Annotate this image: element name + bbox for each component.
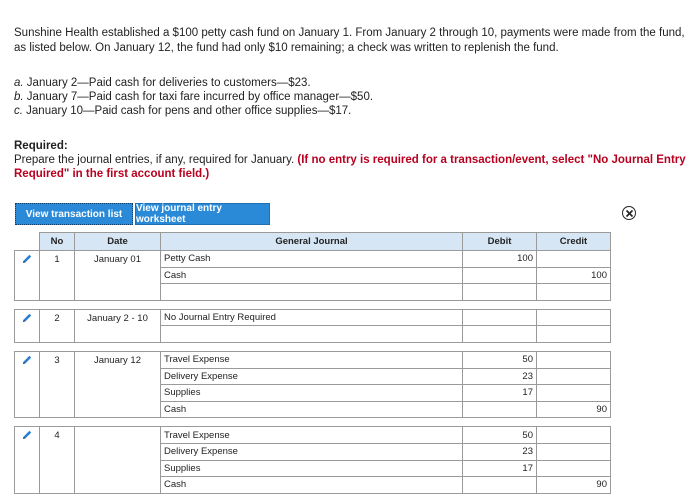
debit-field[interactable]: 50: [463, 427, 537, 444]
entry-spacer-cell: [15, 342, 611, 351]
x-mark-icon: [625, 209, 634, 218]
credit-field[interactable]: 90: [537, 401, 611, 418]
header-no: No: [40, 233, 75, 251]
edit-column-header: [15, 233, 40, 251]
edit-entry-icon[interactable]: [15, 309, 40, 342]
item-text: January 7—Paid cash for taxi fare incurred by office manager—$50.: [26, 91, 374, 103]
close-icon[interactable]: [622, 206, 636, 220]
debit-field[interactable]: [463, 284, 537, 301]
debit-field[interactable]: [463, 401, 537, 418]
account-field[interactable]: Cash: [161, 477, 463, 494]
credit-field[interactable]: 100: [537, 267, 611, 284]
item-text: January 2—Paid cash for deliveries to customers—$23.: [26, 77, 311, 89]
credit-field[interactable]: [537, 326, 611, 343]
transaction-item: [14, 76, 373, 90]
edit-entry-icon[interactable]: [15, 427, 40, 493]
journal-header-row: [15, 233, 611, 251]
view-journal-worksheet-button[interactable]: View journal entry worksheet: [135, 203, 270, 225]
entry-spacer: [15, 418, 611, 427]
credit-field[interactable]: 90: [537, 477, 611, 494]
credit-field[interactable]: [537, 460, 611, 477]
journal-table: [14, 232, 611, 494]
header-general-journal: General Journal: [161, 233, 463, 251]
edit-entry-icon[interactable]: [15, 351, 40, 417]
credit-field[interactable]: [537, 251, 611, 268]
entry-spacer-cell: [15, 418, 611, 427]
entry-spacer: [15, 342, 611, 351]
journal-line-row: [15, 309, 611, 326]
required-heading: Required:: [14, 140, 68, 152]
pencil-icon: [21, 253, 33, 265]
account-field[interactable]: Delivery Expense: [161, 443, 463, 460]
entry-date[interactable]: January 01: [75, 251, 161, 301]
pencil-icon: [21, 312, 33, 324]
transaction-item: [14, 104, 373, 118]
entry-number: 4: [40, 427, 75, 493]
account-field[interactable]: Delivery Expense: [161, 368, 463, 385]
item-letter: a.: [14, 77, 24, 89]
required-note: (If no entry is required for a transaction/event, select "No Journal Entry Required" in the first account field.): [14, 154, 686, 180]
debit-field[interactable]: [463, 309, 537, 326]
debit-field[interactable]: 17: [463, 385, 537, 402]
account-field[interactable]: Travel Expense: [161, 427, 463, 444]
journal-line-row: [15, 251, 611, 268]
pencil-icon: [21, 429, 33, 441]
account-field[interactable]: Cash: [161, 401, 463, 418]
credit-field[interactable]: [537, 443, 611, 460]
debit-field[interactable]: [463, 267, 537, 284]
debit-field[interactable]: 23: [463, 443, 537, 460]
pencil-icon: [21, 354, 33, 366]
account-field[interactable]: Supplies: [161, 460, 463, 477]
credit-field[interactable]: [537, 309, 611, 326]
journal-line-row: [15, 351, 611, 368]
required-text: Prepare the journal entries, if any, required for January.: [14, 154, 295, 166]
debit-field[interactable]: 23: [463, 368, 537, 385]
header-debit: Debit: [463, 233, 537, 251]
debit-field[interactable]: [463, 477, 537, 494]
account-field[interactable]: Petty Cash: [161, 251, 463, 268]
account-field[interactable]: No Journal Entry Required: [161, 309, 463, 326]
account-field[interactable]: [161, 284, 463, 301]
debit-field[interactable]: 100: [463, 251, 537, 268]
edit-entry-icon[interactable]: [15, 251, 40, 301]
debit-field[interactable]: [463, 326, 537, 343]
credit-field[interactable]: [537, 368, 611, 385]
account-field[interactable]: Supplies: [161, 385, 463, 402]
transaction-list: [14, 76, 373, 118]
header-date: Date: [75, 233, 161, 251]
entry-date[interactable]: January 12: [75, 351, 161, 417]
view-transaction-list-button[interactable]: View transaction list: [15, 203, 133, 225]
credit-field[interactable]: [537, 284, 611, 301]
credit-field[interactable]: [537, 351, 611, 368]
item-text: January 10—Paid cash for pens and other office supplies—$17.: [26, 105, 352, 117]
item-letter: b.: [14, 91, 24, 103]
entry-date[interactable]: January 2 - 10: [75, 309, 161, 342]
credit-field[interactable]: [537, 427, 611, 444]
account-field[interactable]: Cash: [161, 267, 463, 284]
entry-number: 1: [40, 251, 75, 301]
account-field[interactable]: [161, 326, 463, 343]
problem-intro: Sunshine Health established a $100 petty cash fund on January 1. From January 2 through 10, payments were made from the fund, as listed below. On January 12, the fund had only $10 remaining; a check was written to replenish the fund.: [14, 27, 685, 54]
debit-field[interactable]: 17: [463, 460, 537, 477]
entry-spacer-cell: [15, 300, 611, 309]
journal-line-row: [15, 427, 611, 444]
entry-number: 3: [40, 351, 75, 417]
header-credit: Credit: [537, 233, 611, 251]
item-letter: c.: [14, 105, 23, 117]
debit-field[interactable]: 50: [463, 351, 537, 368]
required-instructions: [14, 153, 690, 181]
credit-field[interactable]: [537, 385, 611, 402]
entry-spacer: [15, 300, 611, 309]
entry-date[interactable]: [75, 427, 161, 493]
account-field[interactable]: Travel Expense: [161, 351, 463, 368]
transaction-item: [14, 90, 373, 104]
entry-number: 2: [40, 309, 75, 342]
